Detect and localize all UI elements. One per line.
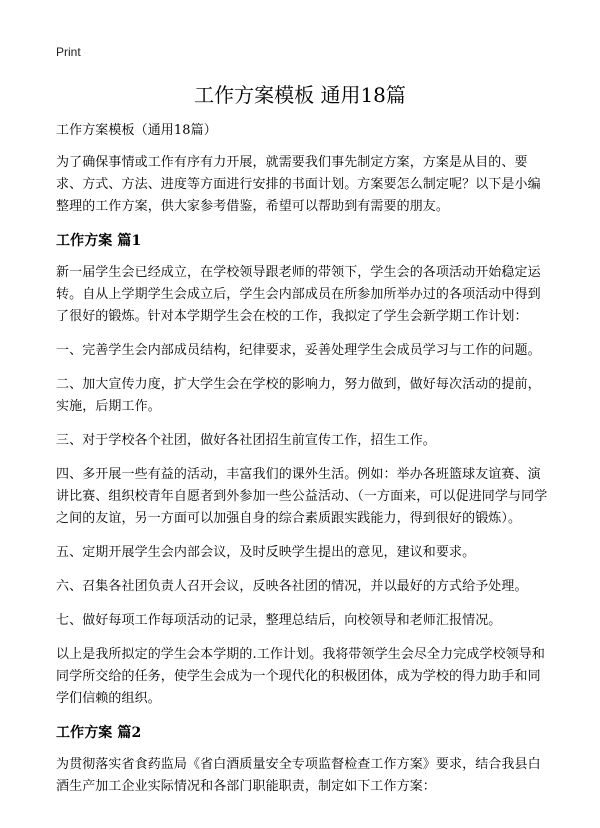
section1-item-2: 二、加大宣传力度，扩大学生会在学校的影响力，努力做到，做好每次活动的提前，实施，后期工作。 [56,377,541,414]
section1-item-1: 一、完善学生会内部成员结构，纪律要求，妥善处理学生会成员学习与工作的问题。 [56,343,541,358]
section-heading-1: 工作方案 篇1 [56,233,142,249]
section1-paragraph: 新一届学生会已经成立，在学校领导跟老师的带领下，学生会的各项活动开始稳定运转。自从上学期学生会成立后，学生会内部成员在所参加所举办过的各项活动中得到了很好的锻炼。针对本学期学生会在校的工作，我拟定了学生会新学期工作计划： [56,265,541,324]
section-heading-2: 工作方案 篇2 [56,725,142,741]
document-title: 工作方案模板 通用18篇 [194,83,406,107]
document-body [56,120,548,810]
section2-paragraph: 为贯彻落实省食药监局《省白酒质量安全专项监督检查工作方案》要求，结合我县白酒生产加工企业实际情况和各部门职能职责，制定如下工作方案： [56,757,541,794]
section1-item-5: 五、定期开展学生会内部会议，及时反映学生提出的意见，建议和要求。 [56,545,476,560]
section1-item-7: 七、做好每项工作每项活动的记录，整理总结后，向校领导和老师汇报情况。 [56,613,502,628]
section1-item-4: 四、多开展一些有益的活动，丰富我们的课外生活。例如：举办各班篮球友谊赛、演讲比赛、组织校青年自愿者到外参加一些公益活动、（一方面来，可以促进同学与同学之间的友谊，另一方面可以加强自身的综合素质跟实践能力，得到很好的锻炼）。 [56,467,548,526]
section1-item-6: 六、召集各社团负责人召开会议，反映各社团的情况，并以最好的方式给予处理。 [56,579,528,594]
intro-paragraph: 为了确保事情或工作有序有力开展，就需要我们事先制定方案，方案是从目的、要求、方式、方法、进度等方面进行安排的书面计划。方案要怎么制定呢？以下是小编整理的工作方案，供大家参考借鉴，希望可以帮助到有需要的朋友。 [56,155,541,214]
section1-item-3: 三、对于学校各个社团，做好各社团招生前宣传工作，招生工作。 [56,433,436,448]
print-link[interactable]: Print [56,45,81,59]
section1-conclusion: 以上是我所拟定的学生会本学期的.工作计划。我将带领学生会尽全力完成学校领导和同学所交给的任务，使学生会成为一个现代化的积极团体，成为学校的得力助手和同学们信赖的组织。 [56,647,545,706]
document-subtitle: 工作方案模板（通用18篇） [56,123,217,138]
